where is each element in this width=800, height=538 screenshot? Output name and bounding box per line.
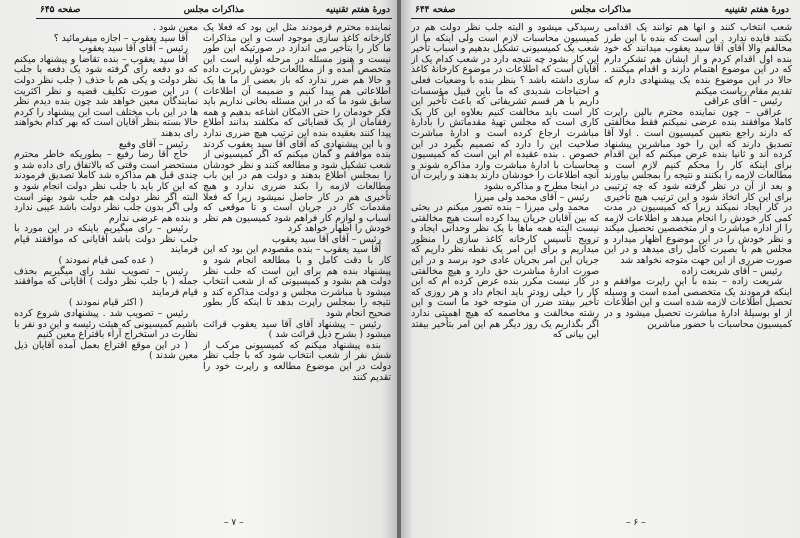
- speaker-line: رئیس – آقای شریعت زاده: [681, 265, 782, 277]
- text-column-left: [14, 23, 198, 501]
- session-label: دورهٔ هفتم تقنینیه: [325, 5, 390, 15]
- paragraph: بنده پیشنهاد میکنم که کمیسیونی مرکب از شش نفر از شعب انتخاب شود که با جلب نظر دولت در این موضوع مطالعه و راپرت خود را تقدیم کنند: [203, 339, 391, 383]
- speaker-line: رئیس – آقای محمد ولی میرزا: [474, 191, 589, 203]
- speaker-line: رئیس – آقای عراقی: [704, 96, 782, 108]
- note: ( اکثر قیام نمودند ): [68, 297, 144, 309]
- session-label: دورهٔ هفتم تقنینیه: [724, 5, 789, 15]
- paragraph: رسیدگی میشود و البته جلب نظر دولت هم در کمیسیون محاسبات لازم است ولی اینکه ما از شعب یک کمیسیونی تشکیل بدهیم و اسباب تأخیر این کار بشود چه نتیجه دارد در شعب کدام یک از آقایان است که اطلاعات در موضوع کارخانهٔ کاغذ سازی داشته باشد ؟ بنظر بنده با وضعیات فعلی و احتیاجات شدیدی که ما باین قبیل مؤسسات داریم با هر قسم تشریفاتی که باعث تأخیر این کار است باید مخالفت کنیم بعلاوه این کار یک کاری است که مجلس تهیهٔ مقدماتش را بادارهٔ مباشرت ارجاع کرده است و ادارهٔ مباشرت صلاحیت این را دارد که تصمیم بگیرد در این خصوص . بنده عقیده ام این است که کمیسیون محاسبات با ادارهٔ مباشرت وارد مذاکره شوند و آنچه اطلاعات را خودشان دارند بدهند و راپرت آن در اینجا مطرح و مذاکره بشود: [411, 23, 599, 192]
- note: ( در این موقع اقتراع بعمل آمده آقایان ذیل معین شدند ): [14, 339, 198, 362]
- paragraph: معین شود .: [153, 23, 198, 33]
- paragraph: شریعت زاده – بنده با این راپرت موافقم و اینکه فرمودند یک متخصصی آمده است و وسیله تحصیل اطلاعات لازمه شده است و این اطلاعات از او بوسیلهٔ ادارهٔ مباشرت تحصیل میشود و در کمیسیون محاسبات با حضور مباشرین: [604, 276, 792, 330]
- page-header: [411, 3, 791, 19]
- paragraph: آقا سید یعقوب – بنده مقصودم این بود که این کار با دقت کامل و با مطالعه انجام شود و پیشنهاد بنده هم برای این است که جلب نظر دولت هم بشود و کمیسیونی که از شعب انتخاب میشود با مباشرت مجلس و دولت مذاکره کند و نتیجه را بمجلس راپرت بدهد تا اینکه کار بطور صحیح انجام شود: [203, 244, 391, 320]
- left-page: [0, 0, 398, 538]
- note: ( عده کمی قیام نمودند ): [58, 255, 154, 267]
- paragraph: رئیس – تصویب نشد رای میگیریم بحذف جمله ( با جلب نظر دولت ) آقایانی که موافقند قیام فرمایند: [14, 265, 198, 298]
- page-number: صفحه ۶۴۴: [415, 5, 456, 15]
- header-title: مذاکرات مجلس: [570, 5, 632, 15]
- text-column-right: [604, 23, 792, 501]
- paragraph: رئیس – رای میگیریم باینکه در این مورد با جلب نظر دولت باشد آقایانی که موافقند قیام فرمایند: [14, 223, 198, 256]
- paragraph: رئیس – تصویب شد . پیشنهادی شروع کرده باشیم کمیسیونی که هیئت رئیسه و این دو نفر با نظارت در استخراج آراء باقتراع معین کنیم: [14, 308, 198, 341]
- text-column-right: [203, 23, 391, 501]
- speaker-line: رئیس – پیشنهاد آقای آقا سید یعقوب قرائت میشود ( بشرح ذیل قرائت شد ): [203, 318, 391, 341]
- speaker-line: رئیس – آقای وفیع: [118, 138, 188, 150]
- paragraph: نماینده محترم فرمودند مثل این بود که فعلا یک کارخانه کاغذ سازی موجود است و این مذاکرات ما کار را بتأخیر می اندازد در صورتیکه این طور نیست و هنوز مسئله در مرحله اولیه است این متخصص آمده و از مطالعات خودش راپرت داده و حالا هم ضرر ندارد که باز بعضی از ما ها یک اطلاعاتی هم پیدا کنیم و ضمیمه آن اطلاعات سابق شود ما که در این مسئله بخانی نداریم باید فکر خودمان را حتی الامکان اشاعه بدهیم و همه رفقامان از یک قضایائی که مکلفند بدانند اطلاع پیدا کنند بعقیده بنده این ترتیب هیچ ضرری ندارد و با این پیشنهادی که آقای آقا سید یعقوب کردند بنده موافقم و گمان میکنم که اگر کمیسیونی از شعب تشکیل شود و مطالعه کنند و نظر خودشان را بمجلس اطلاع بدهند و دولت هم در این باب مطالعات لازمه را بکند ضرری ندارد و هیچ تأخیری هم در کار حاصل نمیشود زیرا که فعلا مقدمات کار در جریان است و تا موقعی که اسباب و لوازم کار فراهم شود کمیسیون هم نظر خودش را اظهار خواهد کرد: [203, 23, 391, 235]
- speaker-line: رئیس – آقای آقا سید یعقوب: [79, 43, 188, 55]
- paragraph: عراقی – چون نماینده محترم بالین راپرت کاملا موافقند بنده عرضی نمیکنم فقط مخالفتی که دارند راجع بتعیین کمیسیون است . اولا آقا تصدیق دارند که این را خود مباشرین پیشنهاد کرده اند و ثانیا بنده عرض میکنم که این اقدام برای اینکه کار را محکم کنیم لازم است و مطالعات لازمه را بکنند و نتیجه را بمجلس بیاورند و بعد از آن در نظر گرفته شود که چه ترتیبی برای این کار اتخاذ شود و این ترتیب هیچ تأخیری در کار ایجاد نمیکند زیرا که کمیسیون در مدت کمی کار خودش را انجام میدهد و اطلاعات لازمه را از اداره مباشرت و از متخصصین تحصیل میکند و نظر خودش را در این موضوع اظهار میدارد و مجلس هم با بصیرت کامل رای میدهد و در این صورت ضرری از این جهت متوجه نخواهد شد: [604, 106, 792, 267]
- page-footer-number: – ۷ –: [224, 518, 244, 528]
- page-number: صفحه ۶۴۵: [40, 5, 81, 15]
- page-footer-number: – ۶ –: [626, 518, 646, 528]
- paragraph: آقا سید یعقوب – بنده تقاضا و پیشنهاد میکنم که دو دفعه رای گرفته شود یک دفعه با جلب نظر دولت و یکی هم با حذف ( جلب نظر دولت ) در این صورت تکلیف قضیه و نظر اکثریت نمایندگان معین خواهد شد چون بنده دیدم نظر ها در این باب مختلف است این پیشنهاد را کردم حالا بسته بنظر آقایان است که بهر کدام بخواهند رای بدهند: [14, 53, 198, 139]
- header-title: مذاکرات مجلس: [183, 5, 245, 15]
- paragraph: محمد ولی میرزا – بنده تصور میکنم در بحثی که بین آقایان جریان پیدا کرده است هیچ مخالفتی نیست البته همه ماها با یک نظر وحدانی ایجاد و ترویج تأسیس کارخانه کاغذ سازی را منظور میداریم و برای این امر یک نقطه نظر داریم که جریان این امر بجریان عادی خود برسد و در این صورت ادارهٔ مباشرت حق دارد و هیچ مخالفتی در کار نیست مکرر بنده عرض کرده ام که این کار را خیلی زودتر باید انجام داد و هر روزی که تأخیر بیفتد ضرر آن متوجه خود ما است و این رشته مخالفت و مخاصمه که هیچ اهمیتی ندارد اگر بگذاریم یک روز دیگر هم این امر بتأخیر بیفتد این بیانی که: [411, 202, 599, 341]
- speaker-line: رئیس – آقای آقا سید یعقوب: [272, 233, 381, 245]
- speaker-line: آقا سید یعقوب – اجازه میفرمائید ؟: [53, 32, 188, 44]
- page-header: [36, 3, 392, 19]
- paragraph: شعب انتخاب کنند و آنها هم توانند یک اقدامی بکنند فایده ندارد . این است که بنده با این طرز مخالفم والا آقای آقا سید یعقوب میدانند که خود بنده اول اقدام کردم و از ایشان هم تشکر دارم که در این موضوع اهتمام دارند و اقدام میکنند . حالا در این موضوع بنده یک پیشنهادی دارم که تقدیم مقام ریاست میکنم: [604, 23, 792, 97]
- text-column-left: [411, 23, 599, 501]
- paragraph: حاج آقا رضا رفیع – بطوریکه خاطر محترم مستحضر است وقتی که بالاتفاق رای داده شد و چندی قبل هم مذاکره شد کاملا تصدیق فرمودند که این کار باید با جلب نظر دولت انجام شود و البته اگر نظر دولت هم جلب شود بهتر است ولی اگر بدون جلب نظر دولت باشد عیبی ندارد و بنده هم عرضی ندارم: [14, 149, 198, 224]
- right-page: [401, 0, 800, 538]
